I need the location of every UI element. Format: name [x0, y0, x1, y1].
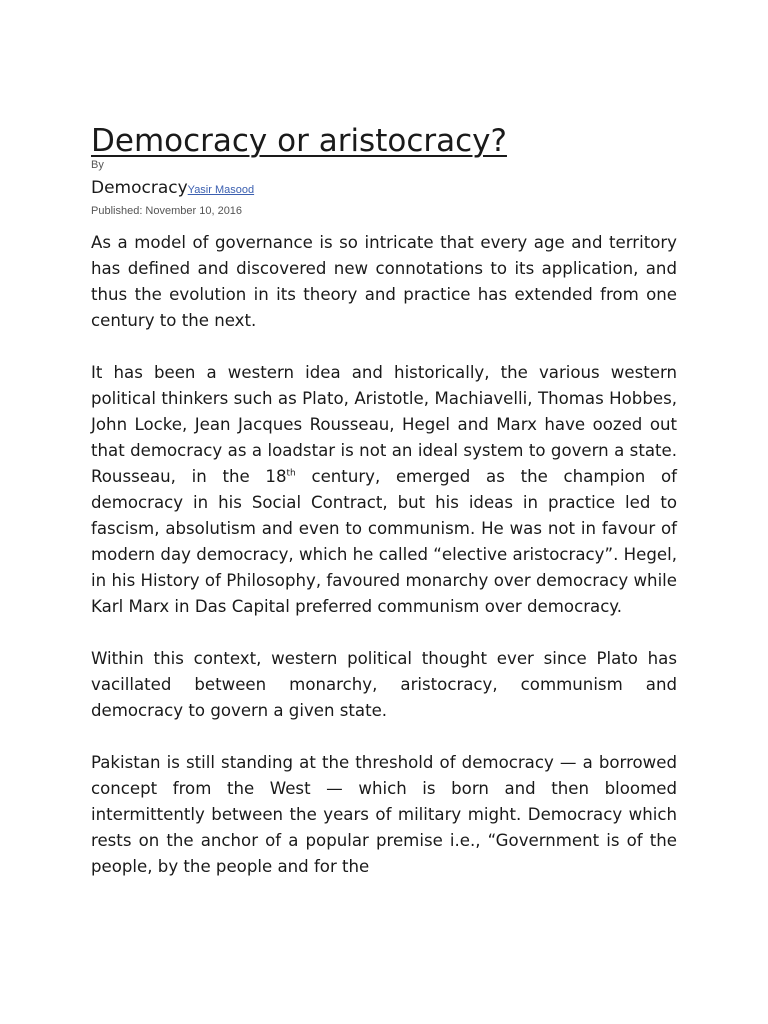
author-link[interactable]: Yasir Masood	[187, 184, 255, 196]
by-label: By	[91, 159, 104, 171]
paragraph-2-text-a: It has been a western idea and historically, the various western political thinkers such as Plato, Aristotle, Machiavelli, Thomas Hobbes, John Locke, Jean Jacques Rousseau, Hegel and Marx have oozed out that democracy as a loadstar is not an ideal system to govern a state. Rousseau, in the 18	[91, 363, 677, 486]
paragraph-2	[91, 360, 677, 620]
category-label: Democracy	[91, 178, 188, 198]
paragraph-3: Within this context, western political thought ever since Plato has vacillated between monarchy, aristocracy, communism and democracy to govern a given state.	[91, 649, 677, 720]
byline	[91, 177, 254, 199]
paragraph-4: Pakistan is still standing at the threshold of democracy — a borrowed concept from the West — which is born and then bloomed intermittently between the years of military might. Democracy which rests on the anchor of a popular premise i.e., “Government is of the people, by the people and for the	[91, 753, 677, 876]
ordinal-suffix: th	[286, 468, 296, 479]
article-title: Democracy or aristocracy?	[91, 123, 507, 159]
paragraph-1: As a model of governance is so intricate that every age and territory has defined and discovered new connotations to its application, and thus the evolution in its theory and practice has extended from one century to the next.	[91, 233, 677, 330]
article-body	[91, 230, 677, 906]
published-date: Published: November 10, 2016	[91, 205, 243, 217]
paragraph-2-text-b: century, emerged as the champion of democracy in his Social Contract, but his ideas in practice led to fascism, absolutism and even to communism. He was not in favour of modern day democracy, which he called “elective aristocracy”. Hegel, in his History of Philosophy, favoured monarchy over democracy while Karl Marx in Das Capital preferred communism over democracy.	[91, 467, 677, 616]
